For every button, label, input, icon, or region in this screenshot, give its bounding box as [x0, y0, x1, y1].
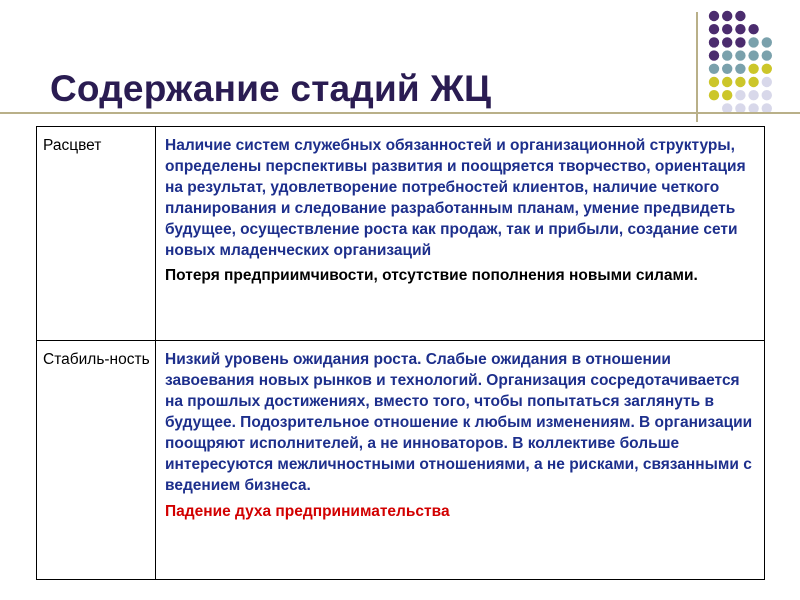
decorative-dot	[735, 24, 745, 34]
decorative-dot	[748, 77, 758, 87]
decorative-dot	[748, 24, 758, 34]
decorative-dot	[748, 90, 758, 100]
decorative-dot	[735, 11, 745, 21]
decorative-dot	[762, 37, 772, 47]
decorative-dot	[735, 37, 745, 47]
stages-table	[36, 126, 765, 580]
decorative-dot	[735, 90, 745, 100]
decorative-dot	[748, 50, 758, 60]
decorative-dot	[709, 64, 719, 74]
decorative-dot	[709, 77, 719, 87]
decorative-dot	[762, 64, 772, 74]
decorative-dot	[709, 90, 719, 100]
stage-description-cell	[156, 127, 765, 341]
decorative-dot	[748, 37, 758, 47]
slide-title: Содержание стадий ЖЦ	[50, 68, 492, 109]
stage-risk-text: Падение духа предпринимательства	[165, 503, 450, 520]
stage-description-text: Наличие систем служебных обязанностей и организационной структуры, определены перспективы развития и поощряется творчество, ориентация на результат, удовлетворение потребностей клиентов, наличие четкого планирования и следование разработанным планам, умение предвидеть будущее, осуществление роста как продаж, так и прибыли, создание сети новых младенческих организаций	[165, 137, 746, 259]
decorative-dot-grid	[707, 9, 787, 119]
decorative-dot	[709, 24, 719, 34]
decorative-dot	[735, 50, 745, 60]
decorative-dot	[735, 64, 745, 74]
table-row-flourishing	[37, 127, 765, 341]
stage-name-cell: Расцвет	[37, 127, 156, 341]
decorative-dot	[735, 77, 745, 87]
table-row-stability	[37, 341, 765, 580]
stage-description-text: Низкий уровень ожидания роста. Слабые ожидания в отношении завоевания новых рынков и технологий. Организация сосредотачивается на прошлых достижениях, вместо того, чтобы попытаться заглянуть в будущее. Подозрительное отношение к любым изменениям. В организации поощряют исполнителей, а не инноваторов. В коллективе больше интересуются межличностными отношениями, а не рисками, связанными с ведением бизнеса.	[165, 351, 753, 494]
decorative-dot	[722, 50, 732, 60]
decorative-vertical-line	[696, 12, 698, 122]
decorative-dot	[709, 50, 719, 60]
decorative-dot	[709, 37, 719, 47]
decorative-dot	[722, 11, 732, 21]
decorative-dot	[762, 77, 772, 87]
decorative-dot	[762, 50, 772, 60]
decorative-dot	[722, 90, 732, 100]
decorative-dot	[722, 77, 732, 87]
decorative-dot	[748, 64, 758, 74]
stage-risk-text: Потеря предприимчивости, отсутствие пополнения новыми силами.	[165, 267, 698, 284]
stage-description-cell	[156, 341, 765, 580]
decorative-dot	[722, 64, 732, 74]
decorative-dot	[722, 24, 732, 34]
decorative-dot	[762, 90, 772, 100]
decorative-dot	[722, 37, 732, 47]
stage-name-cell: Стабиль-ность	[37, 341, 156, 580]
decorative-dot	[709, 11, 719, 21]
decorative-horizontal-line	[0, 112, 800, 114]
